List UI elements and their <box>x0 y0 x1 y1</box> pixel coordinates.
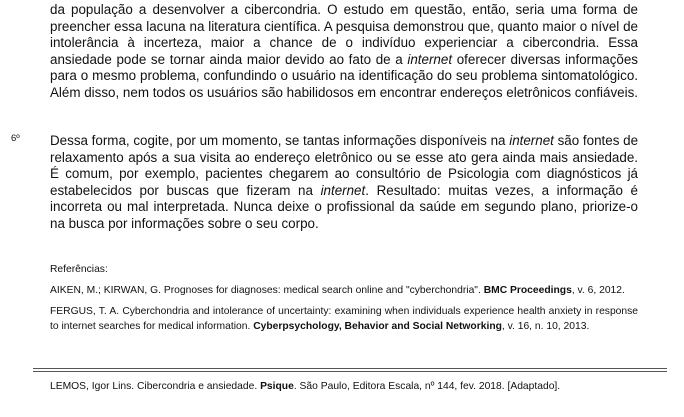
paragraph-6-text-a: Dessa forma, cogite, por um momento, se tantas informações disponíveis na <box>50 133 510 148</box>
source-text: LEMOS, Igor Lins. Cibercondria e ansiedade. <box>50 381 261 392</box>
paragraph-6-text-b: são fontes de relaxamento após a sua visita ao endereço eletrônico ou se esse ato gera ainda mais ansiedade. É comum, por exemplo, pacientes chegarem ao consultório de Psicologia com diagnósticos já estabelecidos por buscas que fizeram na <box>50 133 639 198</box>
paragraph-number: 6º <box>11 133 20 144</box>
paragraph-6-internet-2: internet <box>320 182 366 198</box>
reference-fergus-tail: , v. 16, n. 10, 2013. <box>501 321 590 332</box>
reference-fergus-text: FERGUS, T. A. Cyberchondria and intolerance of uncertainty: examining when individuals experience health anxiety in response to internet searches for medical information. <box>50 306 638 332</box>
paragraph-5 <box>50 2 638 102</box>
references-heading: Referências: <box>50 264 108 275</box>
paragraph-6-internet-1: internet <box>509 133 554 148</box>
reference-aiken <box>50 283 638 298</box>
paragraph-6-text-c: . Resultado: muitas vezes, a informação é incorreta ou mal interpretada. Nunca deixe o profissional da saúde em segundo plano, priorize-o na busca por informações sobre o seu corpo. <box>50 182 638 231</box>
paragraph-6 <box>50 133 638 233</box>
paragraph-5-internet: internet <box>407 51 453 67</box>
divider-top <box>33 368 667 369</box>
paragraph-5-text-b: oferecer diversas informações para o mesmo problema, confundindo o usuário na identificação do seu problema sintomatológico. Além disso, nem todos os usuários são habilidosos em encontrar endereços eletrônicos confiáveis. <box>50 51 639 100</box>
references <box>50 262 638 334</box>
source-tail: . São Paulo, Editora Escala, nº 144, fev. 2018. [Adaptado]. <box>293 381 561 392</box>
divider-bottom <box>33 371 667 372</box>
reference-aiken-tail: , v. 6, 2012. <box>571 285 625 296</box>
reference-fergus-journal: Cyberpsychology, Behavior and Social Networking <box>253 321 502 332</box>
reference-fergus <box>50 304 638 334</box>
paragraph-5-text-a: da população a desenvolver a cibercondria. O estudo em questão, então, seria uma forma de preencher essa lacuna na literatura científica. A pesquisa demonstrou que, quanto maior o nível de intolerância à incerteza, maior a chance de o indivíduo experienciar a cibercondria. Essa ansiedade pode se tornar ainda maior devido ao fato de a <box>50 2 638 67</box>
reference-aiken-journal: BMC Proceedings <box>483 285 572 296</box>
source-magazine: Psique <box>260 381 294 392</box>
reference-aiken-text: AIKEN, M.; KIRWAN, G. Prognoses for diagnoses: medical search online and "cyberchondria". <box>50 285 484 296</box>
source-citation <box>50 379 638 394</box>
